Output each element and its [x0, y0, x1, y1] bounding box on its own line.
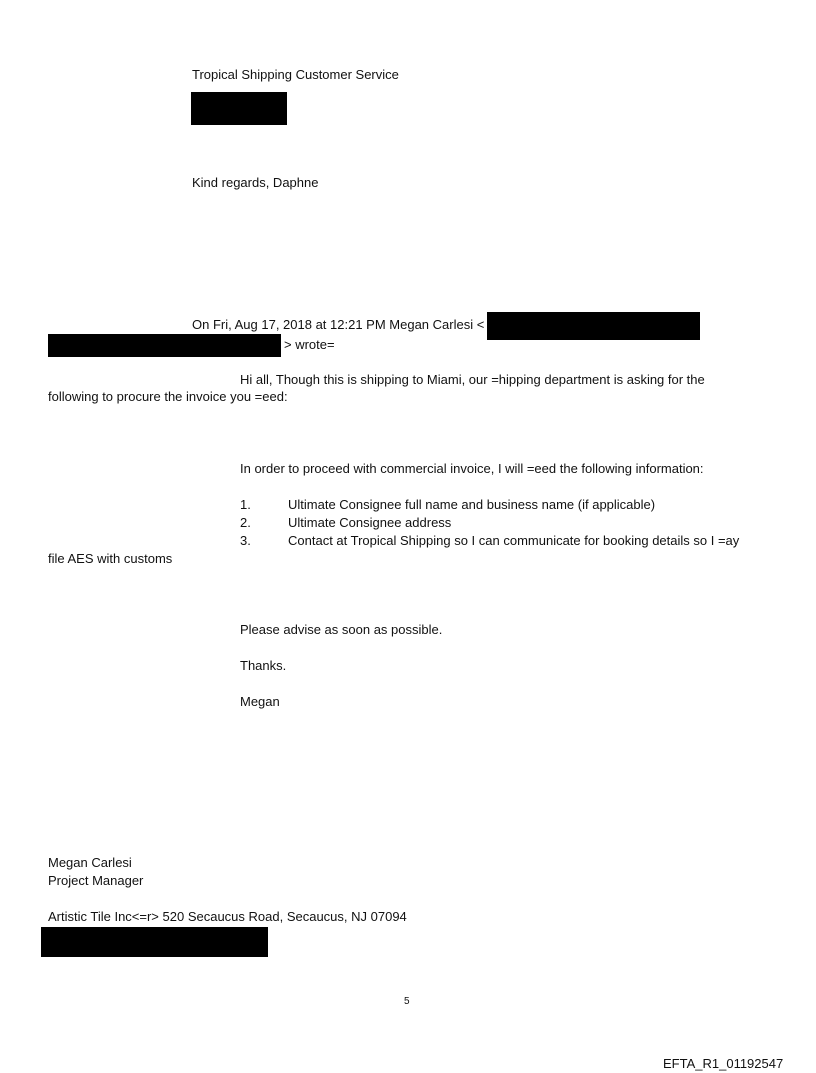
list-item-text: Contact at Tropical Shipping so I can communicate for booking details so I =ay	[288, 533, 740, 548]
redaction-box	[48, 334, 281, 357]
quoted-header-wrote: > wrote=	[284, 337, 335, 352]
list-item-number: 3.	[240, 533, 251, 548]
redaction-box	[41, 927, 268, 957]
company-signature-line: Tropical Shipping Customer Service	[192, 67, 399, 82]
sender-address: Artistic Tile Inc<=r> 520 Secaucus Road, Secaucus, NJ 07094	[48, 909, 407, 924]
redaction-box	[191, 92, 287, 125]
list-item-number: 1.	[240, 497, 251, 512]
message-thanks-line: Thanks.	[240, 658, 287, 673]
list-item-text: Ultimate Consignee address	[288, 515, 452, 530]
message-intro-continuation: following to procure the invoice you =eed:	[48, 389, 288, 404]
sender-title: Project Manager	[48, 873, 144, 888]
quoted-header-line: On Fri, Aug 17, 2018 at 12:21 PM Megan Carlesi <	[192, 317, 485, 332]
message-intro-line: Hi all, Though this is shipping to Miami, our =hipping department is asking for the	[240, 372, 705, 387]
document-id: EFTA_R1_01192547	[663, 1056, 784, 1071]
list-item-number: 2.	[240, 515, 251, 530]
closing-line: Kind regards, Daphne	[192, 175, 319, 190]
page-number: 5	[404, 996, 410, 1007]
message-advise-line: Please advise as soon as possible.	[240, 622, 443, 637]
list-item-continuation: file AES with customs	[48, 551, 173, 566]
message-signoff-name: Megan	[240, 694, 280, 709]
redaction-box	[487, 312, 700, 340]
message-request-line: In order to proceed with commercial invoice, I will =eed the following information:	[240, 461, 704, 476]
list-item-text: Ultimate Consignee full name and business name (if applicable)	[288, 497, 656, 512]
sender-name: Megan Carlesi	[48, 855, 132, 870]
